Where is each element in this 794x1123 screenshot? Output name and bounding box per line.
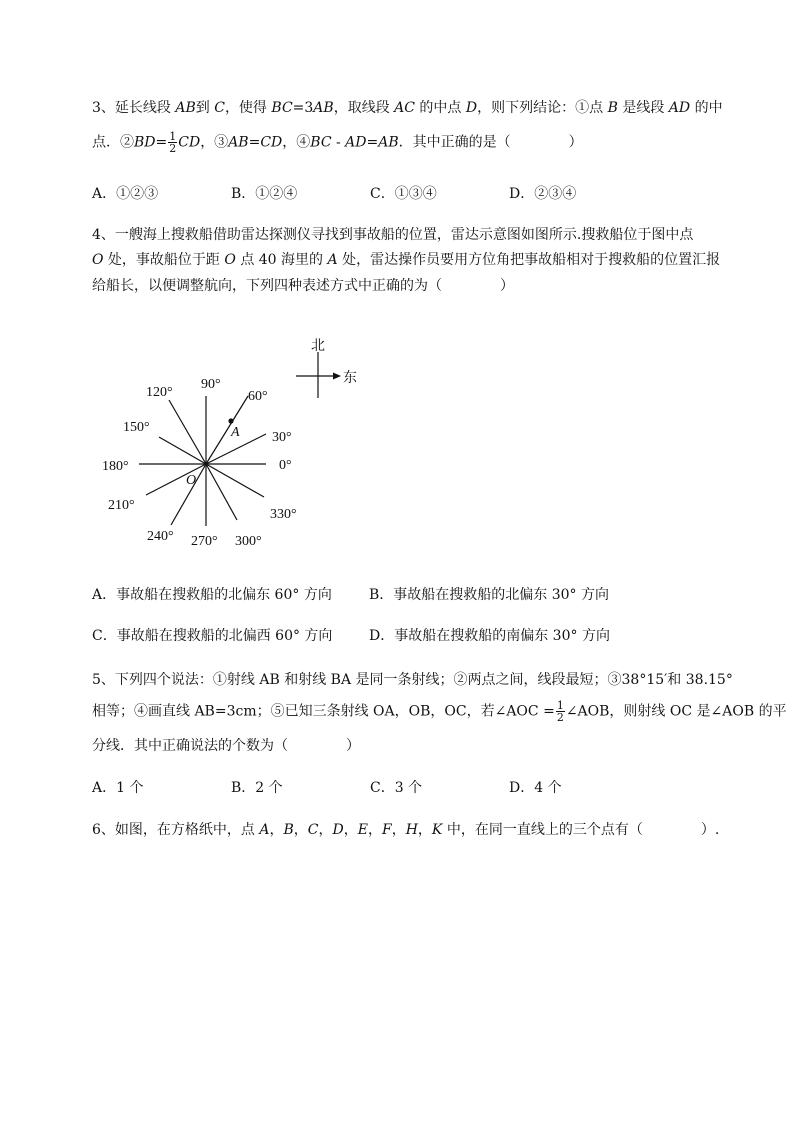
q4-option-a[interactable]: A．事故船在搜救船的北偏东 60° 方向 xyxy=(92,587,332,603)
text-run: ， xyxy=(417,822,432,838)
q5-option-d[interactable]: D．4 个 xyxy=(509,780,562,796)
q5-line1: 5、下列四个说法：①射线 AB 和射线 BA 是同一条射线；②两点之间，线段最短；③38°15′和 38.15° xyxy=(92,672,733,688)
angle-label-120: 120° xyxy=(146,385,173,400)
text-run: 是线段 xyxy=(617,100,669,116)
text-run: 处，事故船位于距 xyxy=(103,252,225,268)
math-variable: AC xyxy=(394,100,415,116)
q3-line2-prefix: 点．② xyxy=(92,134,134,151)
math-variable: AB xyxy=(378,134,399,151)
q5-line2 xyxy=(92,700,787,723)
angle-label-300: 300° xyxy=(235,534,262,549)
text-run: ， xyxy=(391,822,406,838)
q5-line3 xyxy=(92,736,360,756)
text-run: =3 xyxy=(292,100,314,116)
math-variable: D xyxy=(332,822,344,838)
q3-frac-num: 1 xyxy=(169,130,177,143)
angle-label-210: 210° xyxy=(108,498,135,513)
q6-close: ）. xyxy=(700,822,720,838)
q5-close: ） xyxy=(346,738,360,754)
math-variable: B xyxy=(607,100,618,116)
angle-label-30: 30° xyxy=(272,430,292,445)
q3-option-a[interactable]: A．①②③ xyxy=(92,186,159,202)
q3-equals: = xyxy=(155,134,168,151)
text-run: 点 40 海里的 xyxy=(235,252,328,268)
text-run: 到 xyxy=(195,100,215,116)
q5-option-c[interactable]: C．3 个 xyxy=(370,780,423,796)
q4-option-b[interactable]: B．事故船在搜救船的北偏东 30° 方向 xyxy=(369,587,610,603)
q3-line2 xyxy=(92,131,583,154)
text-run: - xyxy=(331,134,346,151)
math-variable: AD xyxy=(345,134,367,151)
math-variable: F xyxy=(381,822,392,838)
compass-arrow-icon xyxy=(333,373,341,380)
text-run: = xyxy=(366,134,379,151)
q5-line3-text: 分线．其中正确说法的个数为（ xyxy=(92,738,288,754)
angle-label-240: 240° xyxy=(147,529,174,544)
angle-label-90: 90° xyxy=(201,377,221,392)
point-a-dot xyxy=(228,418,233,423)
compass-north-label: 北 xyxy=(311,339,325,354)
q3-option-c[interactable]: C．①③④ xyxy=(370,186,437,202)
q5-option-b[interactable]: B．2 个 xyxy=(231,780,283,796)
q3-fraction xyxy=(168,131,177,154)
text-run: = xyxy=(248,134,261,151)
q6-line1-text xyxy=(92,822,643,838)
text-run: ，取线段 xyxy=(333,100,395,116)
angle-label-60: 60° xyxy=(248,389,268,404)
text-run: ，则下列结论：①点 xyxy=(477,100,608,116)
point-o-label: O xyxy=(186,473,197,488)
text-run: ， xyxy=(367,822,382,838)
q4-line2 xyxy=(92,250,720,270)
math-variable: CD xyxy=(260,134,283,151)
point-a-label: A xyxy=(231,425,240,440)
q5-line2-prefix: 相等；④画直线 AB=3cm；⑤已知三条射线 OA，OB，OC，若∠AOC = xyxy=(92,703,555,720)
q5-fraction xyxy=(556,700,565,723)
math-variable: BC xyxy=(271,100,293,116)
text-run: 处，雷达操作员要用方位角把事故船相对于搜救船的位置汇报 xyxy=(337,252,721,268)
ray-120 xyxy=(169,400,206,464)
math-variable: AD xyxy=(668,100,691,116)
q4-option-d[interactable]: D．事故船在搜救船的南偏东 30° 方向 xyxy=(369,628,610,644)
q5-frac-den: 2 xyxy=(556,711,564,724)
text-run: 3、延长线段 xyxy=(92,100,176,116)
q4-line1: 4、一艘海上搜救船借助雷达探测仪寻找到事故船的位置，雷达示意图如图所示.搜救船位于图中点 xyxy=(92,227,694,243)
math-variable: A xyxy=(259,822,270,838)
text-run: 中，在同一直线上的三个点有（ xyxy=(442,822,643,838)
q5-frac-num: 1 xyxy=(556,699,564,712)
math-variable: A xyxy=(327,252,338,268)
radar-diagram xyxy=(90,330,380,560)
text-run: ， xyxy=(318,822,333,838)
q4-line3 xyxy=(92,276,514,296)
q5-line2-suffix: ∠AOB，则射线 OC 是∠AOB 的平 xyxy=(565,703,787,720)
text-run: ．其中正确的是（ xyxy=(398,134,511,151)
q3-line1 xyxy=(92,98,723,118)
math-variable: D xyxy=(465,100,478,116)
angle-label-270: 270° xyxy=(191,534,218,549)
math-variable: O xyxy=(224,252,236,268)
q3-bd: BD xyxy=(134,134,156,151)
math-variable: AB xyxy=(228,134,249,151)
angle-label-0: 0° xyxy=(279,458,292,473)
text-run: ， xyxy=(343,822,358,838)
math-variable: H xyxy=(405,822,418,838)
q3-frac-den: 2 xyxy=(169,142,177,155)
text-run: 6、如图，在方格纸中，点 xyxy=(92,822,260,838)
math-variable: K xyxy=(431,822,443,838)
q3-cd: CD xyxy=(178,134,201,151)
math-variable: BC xyxy=(310,134,332,151)
text-run: ， xyxy=(293,822,308,838)
angle-label-330: 330° xyxy=(270,507,297,522)
text-run: 的中点 xyxy=(414,100,466,116)
q6-line1 xyxy=(92,820,719,840)
text-run: 的中 xyxy=(690,100,723,116)
angle-label-150: 150° xyxy=(123,420,150,435)
q4-option-c[interactable]: C．事故船在搜救船的北偏西 60° 方向 xyxy=(92,628,333,644)
q3-close: ） xyxy=(568,134,583,151)
math-variable: AB xyxy=(313,100,334,116)
text-run: ， xyxy=(269,822,284,838)
q4-close: ） xyxy=(500,278,514,294)
q3-option-d[interactable]: D．②③④ xyxy=(509,186,577,202)
q4-line3-text: 给船长，以便调整航向，下列四种表述方式中正确的为（ xyxy=(92,278,442,294)
compass-east-label: 东 xyxy=(343,371,357,386)
math-variable: O xyxy=(92,252,104,268)
math-variable: E xyxy=(357,822,368,838)
text-run: ，④ xyxy=(282,134,311,151)
math-variable: C xyxy=(214,100,225,116)
ray-150 xyxy=(159,437,206,464)
math-variable: B xyxy=(283,822,294,838)
angle-label-180: 180° xyxy=(102,459,129,474)
q3-line2-rest xyxy=(200,135,510,151)
text-run: ，③ xyxy=(200,134,229,151)
q5-option-a[interactable]: A．1 个 xyxy=(92,780,144,796)
q3-option-b[interactable]: B．①②④ xyxy=(231,186,298,202)
math-variable: AB xyxy=(175,100,196,116)
math-variable: C xyxy=(307,822,319,838)
text-run: ，使得 xyxy=(224,100,272,116)
